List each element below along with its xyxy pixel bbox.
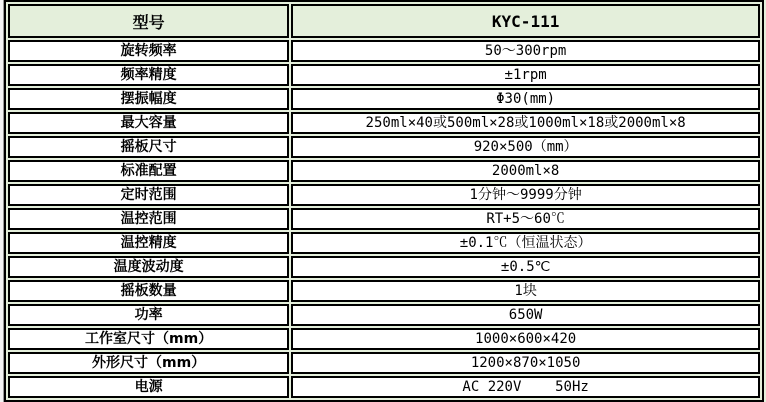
spec-value: 650W: [291, 304, 760, 326]
table-row: [8, 136, 760, 158]
spec-label: 定时范围: [8, 184, 289, 206]
table-row: [8, 256, 760, 278]
table-row: [8, 160, 760, 182]
spec-value: AC 220V 50Hz: [291, 376, 760, 398]
model-label: 型号: [8, 4, 289, 38]
table-row: [8, 64, 760, 86]
spec-label: 摇板尺寸: [8, 136, 289, 158]
spec-label: 外形尺寸（mm）: [8, 352, 289, 374]
spec-label: 摇板数量: [8, 280, 289, 302]
table-row: [8, 40, 760, 62]
spec-label: 温控精度: [8, 232, 289, 254]
product-spec-table: [6, 2, 762, 400]
spec-label: 最大容量: [8, 112, 289, 134]
spec-label: 温控范围: [8, 208, 289, 230]
table-row: [8, 208, 760, 230]
table-row: [8, 352, 760, 374]
spec-label: 标准配置: [8, 160, 289, 182]
table-row: [8, 376, 760, 398]
model-value: KYC-111: [291, 4, 760, 38]
table-row: [8, 232, 760, 254]
spec-value: 1分钟～9999分钟: [291, 184, 760, 206]
spec-value: 1块: [291, 280, 760, 302]
spec-value: 50～300rpm: [291, 40, 760, 62]
table-header-row: [8, 4, 760, 38]
spec-label: 旋转频率: [8, 40, 289, 62]
table-row: [8, 112, 760, 134]
spec-value: ±0.5℃: [291, 256, 760, 278]
spec-label: 温度波动度: [8, 256, 289, 278]
spec-label: 功率: [8, 304, 289, 326]
table-row: [8, 328, 760, 350]
spec-label: 摆振幅度: [8, 88, 289, 110]
table-row: [8, 280, 760, 302]
spec-value: 250ml×40或500ml×28或1000ml×18或2000ml×8: [291, 112, 760, 134]
spec-value: 1200×870×1050: [291, 352, 760, 374]
spec-label: 工作室尺寸（mm）: [8, 328, 289, 350]
spec-label: 电源: [8, 376, 289, 398]
spec-value: RT+5～60℃: [291, 208, 760, 230]
spec-value: 1000×600×420: [291, 328, 760, 350]
table-row: [8, 304, 760, 326]
spec-label: 频率精度: [8, 64, 289, 86]
spec-value: Φ30(mm): [291, 88, 760, 110]
table-row: [8, 184, 760, 206]
table-row: [8, 88, 760, 110]
spec-value: ±1rpm: [291, 64, 760, 86]
spec-value: ±0.1℃（恒温状态）: [291, 232, 760, 254]
spec-table-wrapper: [4, 0, 764, 402]
spec-value: 920×500（mm）: [291, 136, 760, 158]
spec-value: 2000ml×8: [291, 160, 760, 182]
